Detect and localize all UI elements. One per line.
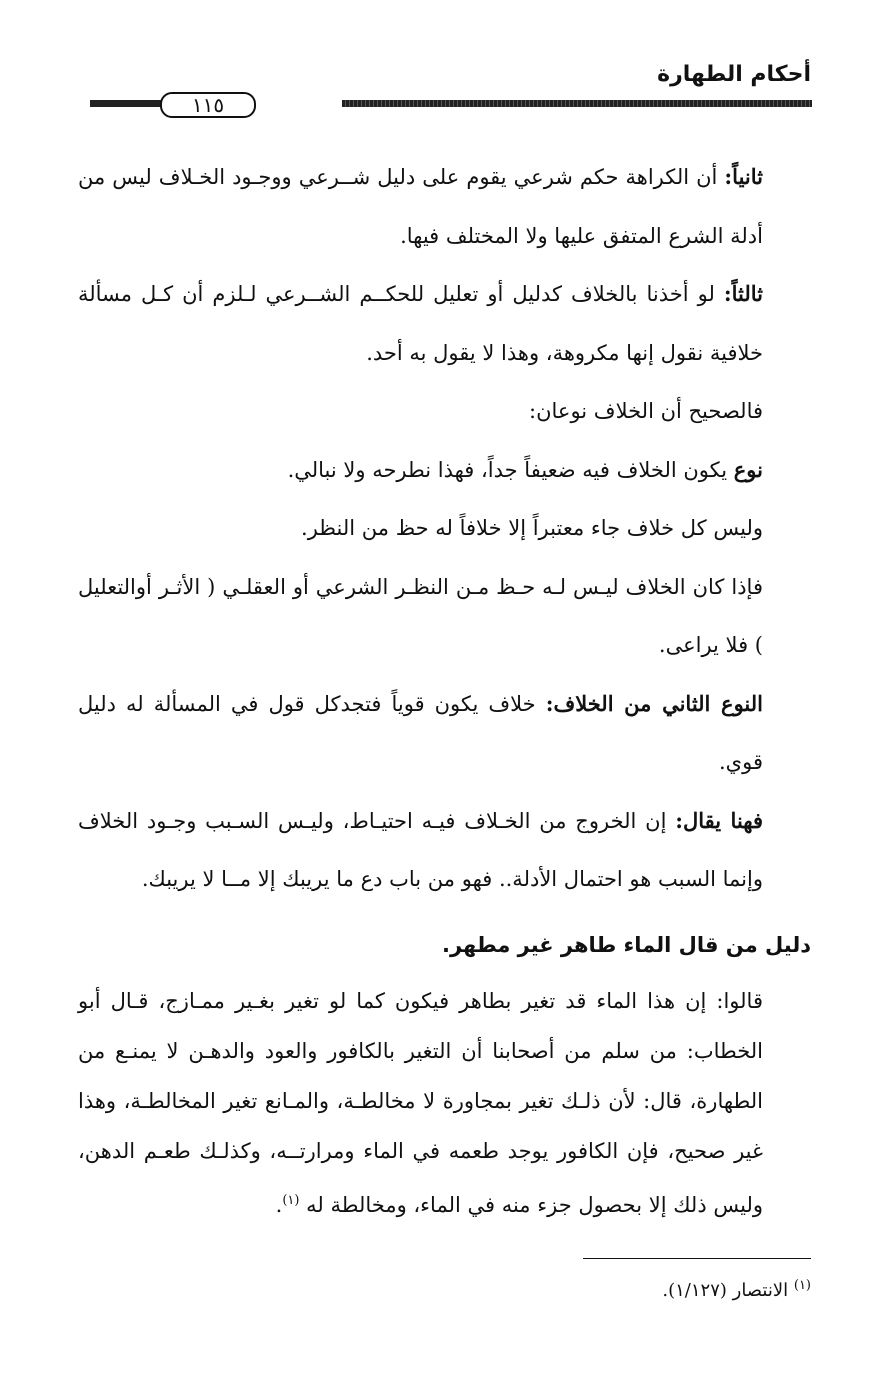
paragraph-caution [78, 792, 813, 909]
footnote-marker: (١) [793, 1278, 811, 1293]
header-rule-left [90, 100, 170, 107]
paragraph-lead: فهنا يقال: [675, 807, 763, 833]
paragraph-lead: ثالثاً: [723, 281, 763, 306]
footnote-reference[interactable]: (١) [282, 1193, 300, 1208]
paragraph-lead: النوع الثاني من الخلاف: [545, 690, 763, 716]
paragraph-text: لو أخذنا بالخلاف كدليل أو تعليل للحكــم الشــرعي لـلزم أن كـل مسألة خلافية نقول إنها مكروهة، وهذا لا يقول به أحد. [78, 282, 763, 365]
paragraph-text: خلاف يكون قوياً فتجدكل قول في المسألة له دليل قوي. [78, 691, 763, 774]
section-text [78, 976, 813, 1230]
footnote [662, 1278, 811, 1301]
paragraph-verse [78, 499, 813, 558]
paragraph-two-types [78, 382, 813, 441]
section-paragraph-text: قالوا: إن هذا الماء قد تغير بطاهر فيكون كما لو تغير بغـير ممـازج، قـال أبو الخطاب: من سلم من أصحابنا أن التغير بالكافور والعود والدهـن لا يمنـع من الطهارة، قال: لأن ذلـك تغير بمجاورة لا مخالطـة، والمـانع تغير المخالطـة، وهذا غير صحيح، فإن الكافور يوجد طعمه في الماء ومرارتــه، وكذلـك طعـم الدهن، وليس ذلك إلا بحصول جزء منه في الماء، ومخالطة له [78, 989, 763, 1217]
paragraph-strong-type [78, 675, 813, 792]
footnote-separator [583, 1258, 811, 1259]
page-number: ١١٥ [160, 92, 256, 118]
paragraph-text: أن الكراهة حكم شرعي يقوم على دليل شــرعي ووجـود الخـلاف ليس من أدلة الشرع المتفق عليها ولا المختلف فيها. [78, 165, 763, 248]
running-header-title: أحكام الطهارة [657, 62, 811, 87]
paragraph-weak-type [78, 441, 813, 500]
section-paragraph: قالوا: إن هذا الماء قد تغير بطاهر فيكون كما لو تغير بغـير ممـازج، قـال أبو الخطاب: من سلم من أصحابنا أن التغير بالكافور والعود والدهـن لا يمنـع من الطهارة، قال: لأن ذلـك تغير بمجاورة لا مخالطـة، والمـانع تغير المخالطـة، وهذا غير صحيح، فإن الكافور يوجد طعمه في الماء ومرارتــه، وكذلـك طعـم الدهن، وليس ذلك إلا بحصول جزء منه في الماء، ومخالطة له $^{(١)}$. [78, 989, 763, 1217]
paragraph-text: فإذا كان الخلاف ليـس لـه حـظ مـن النظـر الشرعي أو العقلـي ( الأثـر أوالتعليل ) فلا يراعى. [78, 574, 763, 657]
paragraph-lead: نوع [733, 456, 763, 482]
paragraph-text: إن الخروج من الخـلاف فيـه احتيـاط، وليـس السـبب وجـود الخلاف وإنما السبب هو احتمال الأدلة.. فهو من باب دع ما يريبك إلا مــا لا يريبك. [78, 808, 763, 891]
paragraph-text: فالصحيح أن الخلاف نوعان: [529, 399, 763, 423]
main-text [78, 148, 813, 909]
header-rule-right [342, 100, 812, 107]
section-heading: دليل من قال الماء طاهر غير مطهر. [441, 933, 811, 957]
paragraph-lead: ثانياً: [724, 164, 763, 189]
paragraph-secondly [78, 148, 813, 265]
header-rule [90, 92, 812, 116]
paragraph-text: يكون الخلاف فيه ضعيفاً جداً، فهذا نطرحه ولا نبالي. [287, 457, 734, 482]
footnote-text: الانتصار (١/١٢٧). [662, 1280, 794, 1301]
paragraph-text: وليس كل خلاف جاء معتبراً إلا خلافاً له حظ من النظر. [301, 516, 763, 540]
paragraph-thirdly [78, 265, 813, 382]
paragraph-no-weight [78, 558, 813, 675]
